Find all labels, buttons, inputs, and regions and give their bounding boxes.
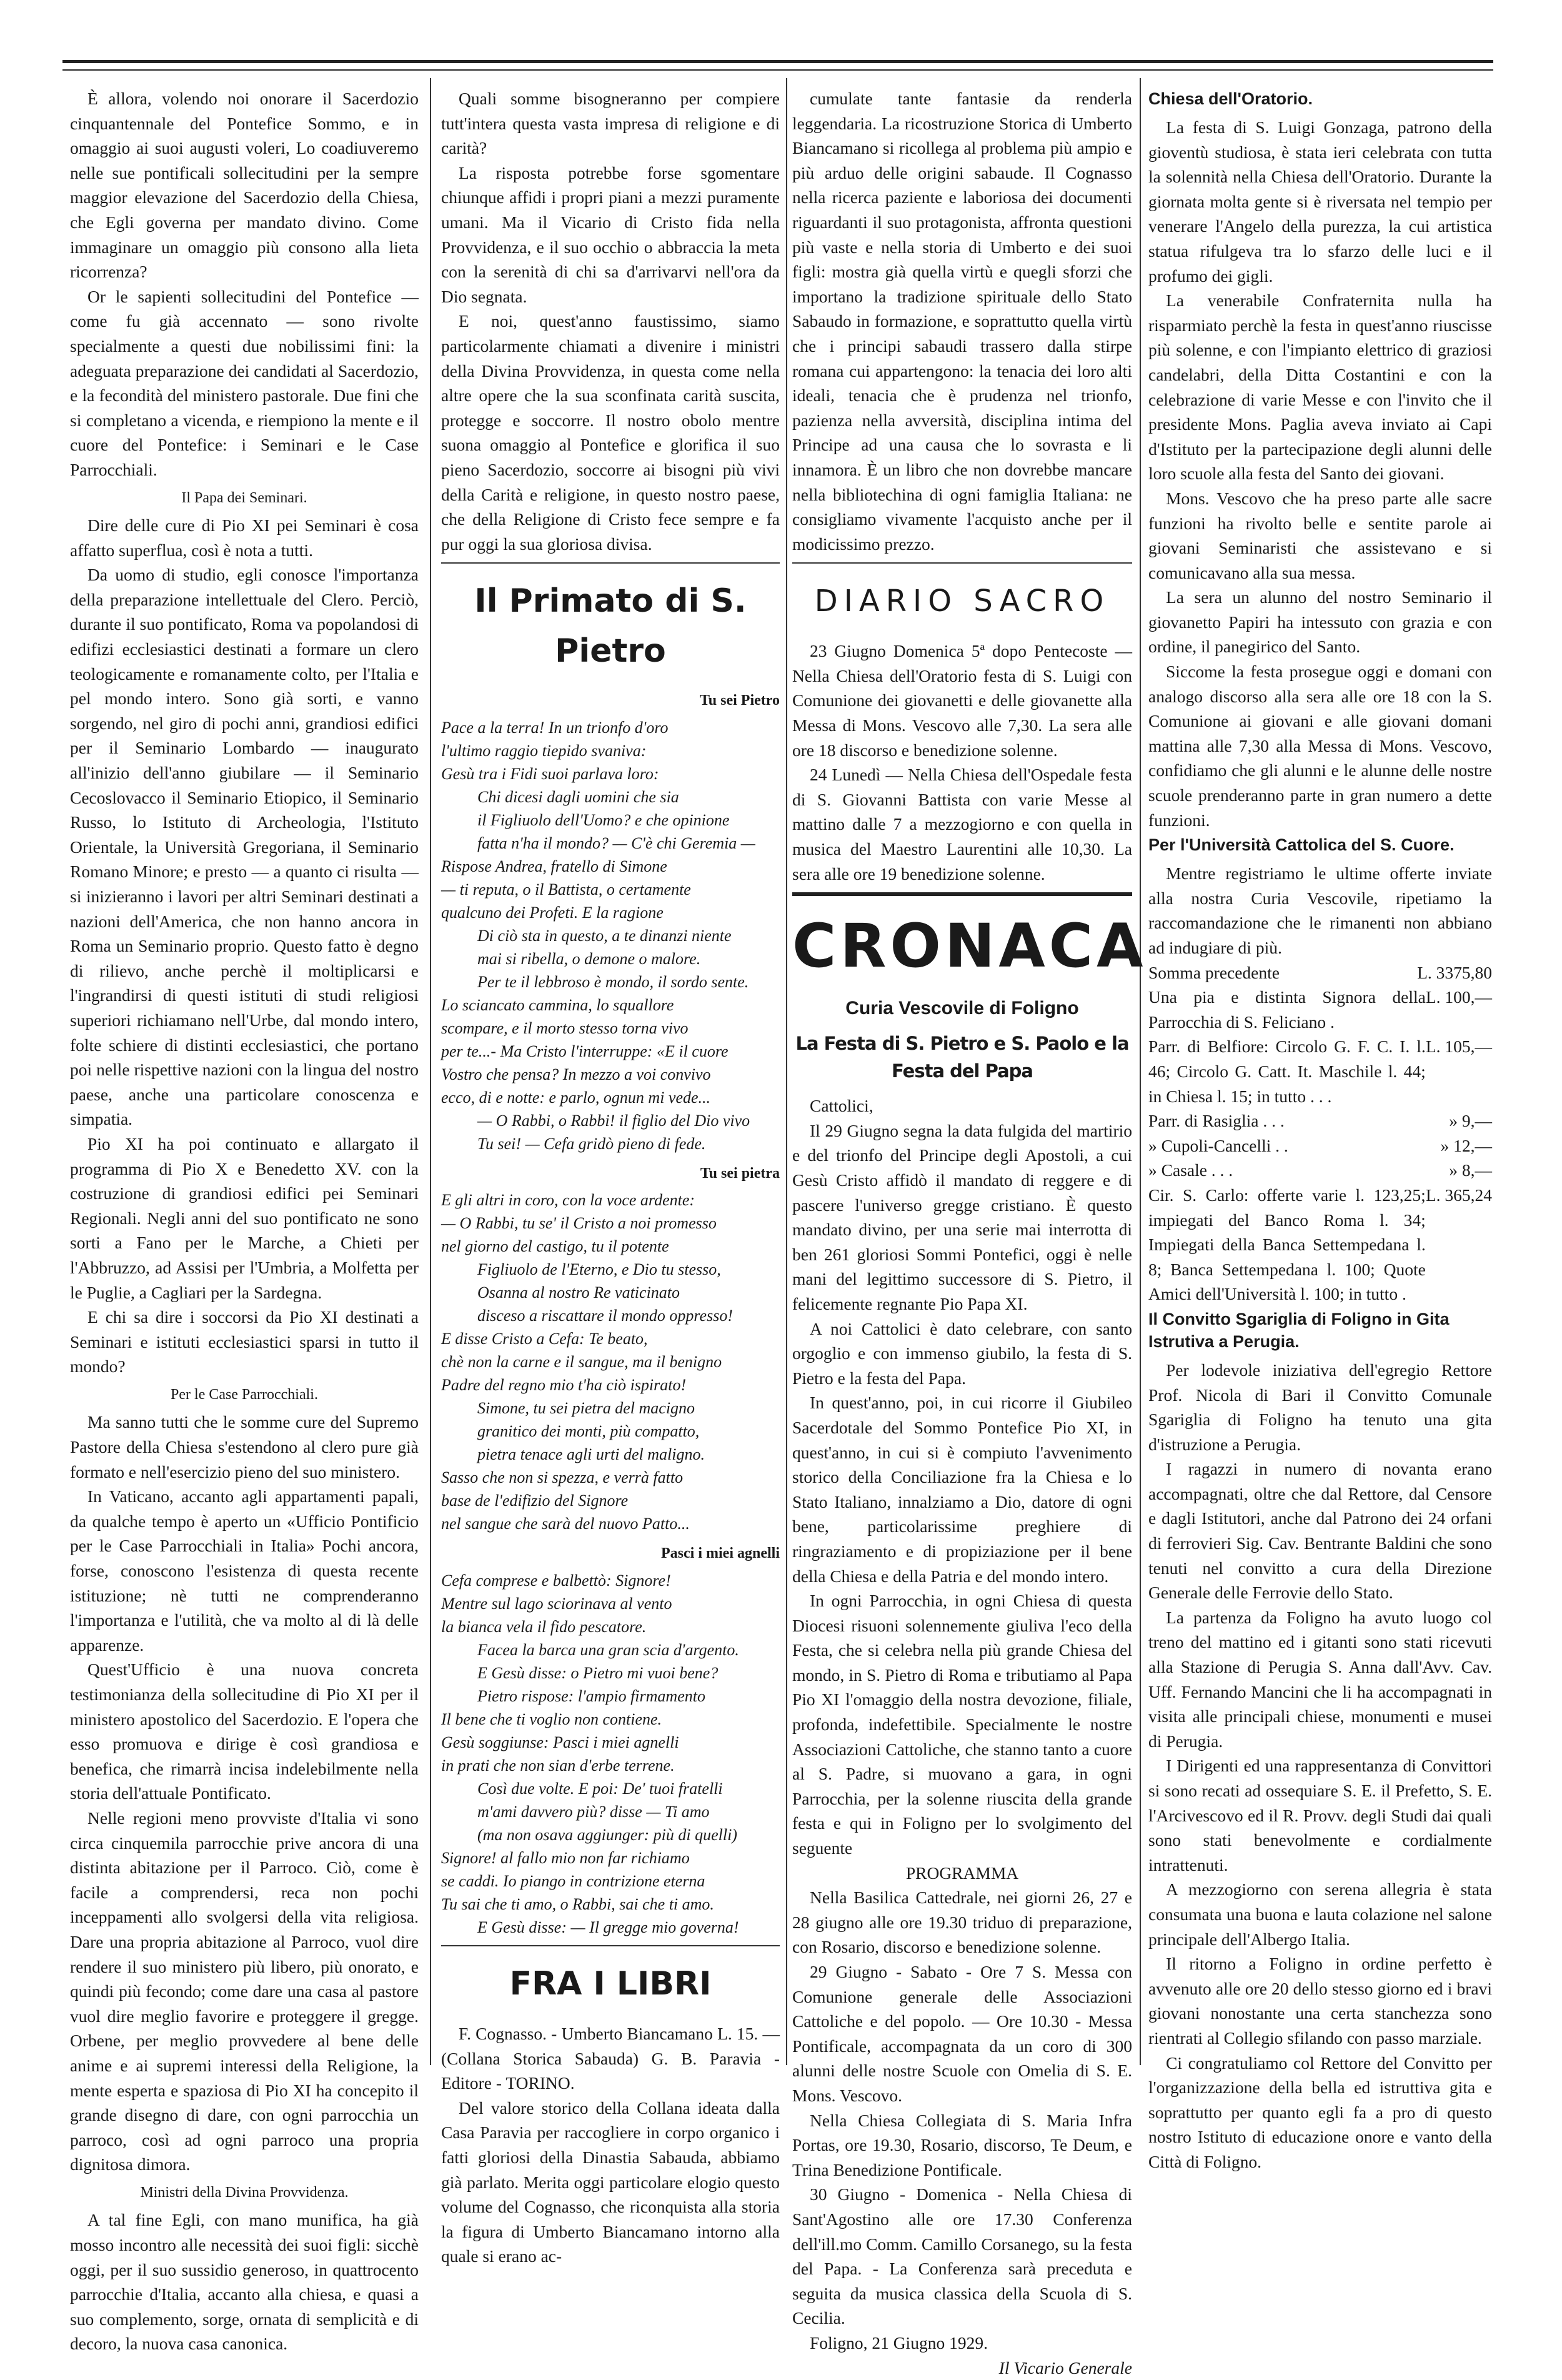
paragraph: In quest'anno, poi, in cui ricorre il Giubileo Sacerdotale del Sommo Pontefice Pio XI, in quest'anno, in cui si è compiuto l'avvenimento storico della Conciliazione fra la Chiesa e lo Stato Italiano, innalziamo a Dio, datore di ogni bene, particolarissime preghiere di ringraziamento e di propiziazione per il bene della Chiesa e della Patria e del mondo intero. [792, 1390, 1132, 1588]
poem-line: Chi dicesi dagli uomini che sia [441, 785, 780, 809]
poem-line: E Gesù disse: o Pietro mi vuoi bene? [441, 1661, 780, 1685]
paragraph: Foligno, 21 Giugno 1929. [792, 2331, 1132, 2356]
poem-line: ecco, di e notte: e parlo, ognun mi vede... [441, 1086, 780, 1109]
poem-stanza [441, 993, 780, 1109]
poem-line: Gesù soggiunse: Pasci i miei agnelli [441, 1731, 780, 1754]
article-title: Il Primato di S. Pietro [441, 562, 780, 676]
paragraph: In ogni Parrocchia, in ogni Chiesa di questa Diocesi risuoni solennemente giuliva l'eco della Festa, che si celebra nella più grande Chiesa del mondo, in S. Pietro di Roma e tributiamo al Papa Pio XI l'omaggio della nostra devozione, filiale, profonda, indefettibile. Specialmente le nostre Associazioni Cattoliche, che stanno tanto a cuore al S. Padre, si muovano a gara, in ogni Parrocchia, per la solenne riuscita della grande festa e qui in Foligno per lo svolgimento del seguente [792, 1588, 1132, 1861]
poem-line: il Figliuolo dell'Uomo? e che opinione [441, 809, 780, 832]
paragraph: Il 29 Giugno segna la data fulgida del martirio e del trionfo del Principe degli Apostoli, a cui Gesù Cristo affidò il mandato di reggere e di pascere l'universo gregge cristiano. È questo mandato divino, per una serie mai interrotta di ben 261 gloriosi Sommi Pontefici, oggi è nelle mani del legittimo successore di S. Pietro, il felicemente regnante Pio Papa XI. [792, 1118, 1132, 1317]
masthead-rule [62, 60, 1493, 71]
poem-line: Di ciò sta in questo, a te dinanzi niente [441, 924, 780, 947]
column-divider [430, 78, 431, 2065]
poem-stanza [441, 855, 780, 924]
paragraph: Cattolici, [792, 1093, 1132, 1118]
poem-line: Sasso che non si spezza, e verrà fatto [441, 1466, 780, 1489]
section-heading: Il Papa dei Seminari. [70, 486, 419, 511]
poem-line: se caddi. Io piango in contrizione eterna [441, 1870, 780, 1893]
poem-line: l'ultimo raggio tiepido svaniva: [441, 739, 780, 762]
paragraph: 29 Giugno - Sabato - Ore 7 S. Messa con Comunione generale delle Associazioni Cattoliche e del popolo. — Ore 10.30 - Messa Pontificale, accompagnata da un coro di 300 alunni delle nostre Scuole con Omelia di S. E. Mons. Vescovo. [792, 1959, 1132, 2108]
paragraph: A mezzogiorno con serena allegria è stata consumata una buona e lauta colazione nel salone principale dell'Albergo Italia. [1148, 1877, 1492, 1951]
ledger-row [1148, 1183, 1492, 1307]
column-4 [1148, 86, 1492, 2174]
section-heading: Ministri della Divina Provvidenza. [70, 2181, 419, 2206]
poem-stanza [441, 1708, 780, 1777]
paragraph: Il ritorno a Foligno in ordine perfetto è avvenuto alle ore 20 dello stesso giorno ed i bravi giovani nonostante una certa stanchezza sono rientrati al Collegio sfilando con passo marziale. [1148, 1951, 1492, 2050]
poem [441, 1569, 780, 1939]
paragraph: E noi, quest'anno faustissimo, siamo particolarmente chiamati a divenire i ministri della Divina Provvidenza, in questa come nella altre opere che la sua sconfinata carità suscita, protegge e soccorre. Il nostro obolo mentre suona omaggio al Pontefice e glorifica il suo pieno Sacerdozio, soccorre ai bisogni più vivi della Carità e religione, in questo nostro paese, che della Religione di Cristo fece sempre e fa pur oggi la sua gloriosa divisa. [441, 309, 780, 556]
poem-line: Mentre sul lago sciorinava al vento [441, 1592, 780, 1615]
paragraph: In Vaticano, accanto agli appartamenti papali, da qualche tempo è aperto un «Ufficio Pontificio per le Case Parrocchiali in Italia» Pochi ancora, forse, conoscono l'esistenza di questa recente istituzione; nè tutti ne comprenderanno l'importanza e l'utilità, che va molto al di là delle apparenze. [70, 1484, 419, 1657]
paragraph: Da uomo di studio, egli conosce l'importanza della preparazione intellettuale del Clero. Perciò, durante il suo pontificato, Roma va popolandosi di edifizi ecclesiastici destinati a formare un clero teologicamente e romanamente colto, per l'Italia e pel mondo intero. Sono già sorti, e vanno sorgendo, nel giro di pochi anni, grandiosi edifici per il Seminario Lombardo — inaugurato all'inizio dell'anno giubilare — il Seminario Cecoslovacco il Seminario Etiopico, il Seminario Russo, lo Istituto di Archeologia, l'Istituto Orientale, la Università Gregoriana, il Seminario Romano Minore; e presto — a quanto ci risulta — si inizieranno i lavori per altri Seminari destinati a nazioni dell'America, che non hanno ancora in Roma un Seminario proprio. Questo fatto è degno di rilievo, anche perchè il moltiplicarsi e l'ingrandirsi di questi istituti di studi religiosi superiori richiamano nell'Urbe, dal mondo intero, folte schiere di distinti ecclesiastici, che portano poi nelle rispettive nazioni con la lingua del nostro paese, anche una particolare conoscenza e simpatia. [70, 562, 419, 1132]
poem-line: qualcuno dei Profeti. E la ragione [441, 901, 780, 924]
paragraph: I ragazzi in numero di novanta erano accompagnati, oltre che dal Rettore, dal Censore e dagli Istitutori, anche dal Patrono dei 24 orfani di ferrovieri Sig. Cav. Bentrante Baldini che sono tenuti nel convitto a cura della Direzione Generale delle Ferrovie dello Stato. [1148, 1456, 1492, 1605]
poem-line: Per te il lebbroso è mondo, il sordo sente. [441, 970, 780, 993]
column-3 [792, 86, 1132, 2380]
paragraph: Or le sapienti sollecitudini del Pontefice — come fu già accennato — sono rivolte specialmente a questi due nobilissimi fini: la adeguata preparazione dei candidati al Sacerdozio, e la fecondità del ministero pastorale. Due fini che si completano a vicenda, e riempiono la mente e il cuore del Pontefice: i Seminari e le Case Parrocchiali. [70, 284, 419, 482]
poem-stanza [441, 716, 780, 785]
poem-line: Facea la barca una gran scia d'argento. [441, 1638, 780, 1661]
poem-line: la bianca vela il fido pescatore. [441, 1615, 780, 1638]
poem-line: (ma non osava aggiunger: più di quelli) [441, 1823, 780, 1846]
poem-stanza [441, 924, 780, 993]
poem-line: Simone, tu sei pietra del macigno [441, 1397, 780, 1420]
poem-line: per te...- Ma Cristo l'interruppe: «E il cuore [441, 1040, 780, 1063]
poem-section-heading: Tu sei Pietro [441, 689, 780, 714]
paragraph: Dire delle cure di Pio XI pei Seminari è cosa affatto superflua, così è nota a tutti. [70, 513, 419, 562]
paragraph: 23 Giugno Domenica 5ª dopo Pentecoste — Nella Chiesa dell'Oratorio festa di S. Luigi con Comunione dei giovanetti e delle giovanette alla Messa di Mons. Vescovo alle 7,30. La sera alle ore 18 discorso e benedizione solenne. [792, 639, 1132, 762]
poem-line: — O Rabbi, o Rabbi! il figlio del Dio vivo [441, 1109, 780, 1132]
poem-line: Cefa comprese e balbettò: Signore! [441, 1569, 780, 1592]
ledger-row [1148, 985, 1492, 1034]
poem-line: Osanna al nostro Re vaticinato [441, 1281, 780, 1304]
poem-line: m'ami davvero più? disse — Ti amo [441, 1800, 780, 1823]
poem-line: — O Rabbi, tu se' il Cristo a noi promesso [441, 1212, 780, 1235]
column-divider [786, 78, 787, 2065]
poem-line: Pace a la terra! In un trionfo d'oro [441, 716, 780, 739]
section-title-cronaca: CRONACA [792, 892, 1132, 983]
poem-line: Tu sai che ti amo, o Rabbi, sai che ti amo. [441, 1893, 780, 1916]
paragraph: A tal fine Egli, con mano munifica, ha già mosso incontro alle necessità dei suoi figli: sicchè oggi, per il suo sussidio generoso, in quattrocento parrocchie d'Italia, accanto alla chiesa, e quasi a suo complemento, sorge, ornata di semplicità e di decoro, la nuova casa canonica. [70, 2208, 419, 2356]
paragraph: Ci congratuliamo col Rettore del Convitto per l'organizzazione della bella ed istruttiva gita e soprattutto per quanto egli fa a pro di questo nostro Istituto di educazione onore e vanto della Città di Foligno. [1148, 2051, 1492, 2174]
poem-stanza [441, 1188, 780, 1258]
poem-line: Il bene che ti voglio non contiene. [441, 1708, 780, 1731]
ledger-row [1148, 1158, 1492, 1183]
poem-line: nel giorno del castigo, tu il potente [441, 1235, 780, 1258]
signature: Il Vicario Generale [792, 2356, 1132, 2380]
poem-stanza [441, 785, 780, 855]
ledger-label: Cir. S. Carlo: offerte varie l. 123,25; impiegati del Banco Roma l. 34; Impiegati della Banca Settempedana l. 8; Banca Settempedana l. 100; Quote Amici dell'Università l. 100; in tutto . [1148, 1183, 1426, 1307]
section-heading: Per le Case Parrocchiali. [70, 1383, 419, 1408]
column-1 [70, 86, 419, 2356]
paragraph: Pio XI ha poi continuato e allargato il programma di Pio X e Benedetto XV. con la costruzione di grandiosi edifici pei Seminari Regionali. Negli anni del suo pontificato ne sono sorti a Fano per le Marche, a Chieti per l'Abbruzzo, ad Assisi per l'Umbria, a Molfetta per le Puglie, a Cagliari per la Sardegna. [70, 1132, 419, 1305]
poem-section-heading: Pasci i miei agnelli [441, 1541, 780, 1566]
paragraph: E chi sa dire i soccorsi da Pio XI destinati a Seminari e istituti ecclesiastici sparsi in tutto il mondo? [70, 1305, 419, 1379]
poem-line: Tu sei! — Cefa gridò pieno di fede. [441, 1132, 780, 1155]
ledger-amount: » 12,— [1441, 1133, 1493, 1158]
poem-line: E disse Cristo a Cefa: Te beato, [441, 1327, 780, 1350]
ledger-label: Somma precedente [1148, 960, 1280, 985]
poem-stanza [441, 1569, 780, 1638]
ledger-label: » Cupoli-Cancelli . . [1148, 1133, 1288, 1158]
paragraph: La venerabile Confraternita nulla ha risparmiato perchè la festa in quest'anno riuscisse più solenne, e con l'impianto elettrico di graziosi candelabri, della Ditta Costantini e con la celebrazione di varie Messe e con l'invito che il presidente Mons. Paglia aveva inviato ai Capi d'Istituto per la partecipazione degli alunni delle loro scuole alla festa del Santo dei giovani. [1148, 288, 1492, 486]
poem-line: Così due volte. E poi: De' tuoi fratelli [441, 1777, 780, 1800]
subsection-title: Curia Vescovile di Foligno [792, 996, 1132, 1021]
paragraph: 24 Lunedì — Nella Chiesa dell'Ospedale festa di S. Giovanni Battista con varie Messe al mattino dalle 7 a mezzogiorno e con quella in musica del Maestro Laurentini alle 10,30. La sera alle ore 19 benedizione solenne. [792, 762, 1132, 886]
poem-line: Pietro rispose: l'ampio firmamento [441, 1685, 780, 1708]
paragraph: Quali somme bisogneranno per compiere tutt'intera questa vasta impresa di religione e di carità? [441, 86, 780, 161]
poem-line: Padre del regno mio t'ha ciò ispirato! [441, 1373, 780, 1397]
paragraph: 30 Giugno - Domenica - Nella Chiesa di Sant'Agostino alle ore 17.30 Conferenza dell'ill.mo Comm. Camillo Corsanego, su la festa del Papa. - La Conferenza sarà preceduta e seguita da musica classica della Scuola di S. Cecilia. [792, 2182, 1132, 2331]
ledger-amount: L. 105,— [1426, 1034, 1492, 1108]
poem-line: E gli altri in coro, con la voce ardente: [441, 1188, 780, 1212]
poem-line: disceso a riscattare il mondo oppresso! [441, 1304, 780, 1327]
article-title: FRA I LIBRI [441, 1945, 780, 2009]
paragraph: A noi Cattolici è dato celebrare, con santo orgoglio e con immenso giubilo, la festa di S. Pietro e la festa del Papa. [792, 1317, 1132, 1391]
column-2 [441, 86, 780, 2269]
poem-line: in prati che non sian d'erbe terrene. [441, 1754, 780, 1777]
ledger-label: Parr. di Belfiore: Circolo G. F. C. I. l. 46; Circolo G. Catt. It. Maschile l. 44; in Chiesa l. 15; in tutto . . . [1148, 1034, 1426, 1108]
ledger-row [1148, 960, 1492, 985]
paragraph: I Dirigenti ed una rappresentanza di Convittori si sono recati ad ossequiare S. E. il Prefetto, S. E. l'Arcivescovo ed il R. Provv. degli Studi dai quali sono stati benevolmente e cordialmente intrattenuti. [1148, 1753, 1492, 1877]
paragraph: Siccome la festa prosegue oggi e domani con analogo discorso alla sera alle ore 18 con la S. Comunione ai giovani e alle giovani domani mattina alle 7,30 alla Messa di Mons. Vescovo, confidiamo che gli alunni e le alunne delle nostre scuole prenderanno parte in gran numero a dette funzioni. [1148, 659, 1492, 832]
paragraph: F. Cognasso. - Umberto Biancamano L. 15. — (Collana Storica Sabauda) G. B. Paravia - Editore - TORINO. [441, 2021, 780, 2096]
poem-stanza [441, 1258, 780, 1327]
paragraph: Quest'Ufficio è una nuova concreta testimonianza della sollecitudine di Pio XI per il ministero apostolico del Sacerdozio. E l'opera che esso promuova e dirige è così grandiosa e benefica, che rimarrà incisa indelebilmente nella storia dell'attuale Pontificato. [70, 1657, 419, 1806]
paragraph: La festa di S. Luigi Gonzaga, patrono della gioventù studiosa, è stata ieri celebrata con tutta la solennità nella Chiesa dell'Oratorio. Durante la giornata molta gente si è riversata nel tempio per venerare l'Angelo della purezza, la cui artistica statua rifulgeva tra lo sfarzo delle luci e il profumo dei gigli. [1148, 115, 1492, 288]
paragraph: Nella Chiesa Collegiata di S. Maria Infra Portas, ore 19.30, Rosario, discorso, Te Deum, e Trina Benedizione Pontificale. [792, 2108, 1132, 2183]
ledger-row [1148, 1034, 1492, 1108]
poem-stanza [441, 1397, 780, 1466]
poem-line: Gesù tra i Fidi suoi parlava loro: [441, 762, 780, 785]
poem-line: mai si ribella, o demone o malore. [441, 947, 780, 970]
article-headline: Il Convitto Sgariglia di Foligno in Gita Istrutiva a Perugia. [1148, 1308, 1492, 1353]
paragraph: La partenza da Foligno ha avuto luogo col treno del mattino ed i gitanti sono stati ricevuti alla Stazione di Perugia S. Anna dall'Avv. Cav. Uff. Fernando Mancini che li ha accompagnati in visita alle principali chiese, monumenti e musei di Perugia. [1148, 1605, 1492, 1754]
paragraph: La risposta potrebbe forse sgomentare chiunque affidi i propri piani a mezzi puramente umani. Ma il Vicario di Cristo fida nella Provvidenza, e il suo occhio o abbraccia la meta con la serenità di chi sa d'arrivarvi nell'ora da Dio segnata. [441, 161, 780, 309]
section-title: DIARIO SACRO [792, 562, 1132, 626]
poem-line: granitico dei monti, più compatto, [441, 1420, 780, 1443]
ledger-row [1148, 1108, 1492, 1133]
paragraph: La sera un alunno del nostro Seminario il giovanetto Papiri ha intessuto con grazia e con ordine, il panegirico del Santo. [1148, 585, 1492, 659]
poem-line: Vostro che pensa? In mezzo a voi convivo [441, 1063, 780, 1086]
ledger-label: » Casale . . . [1148, 1158, 1233, 1183]
ledger-amount: » 9,— [1449, 1108, 1492, 1133]
paragraph: Per lodevole iniziativa dell'egregio Rettore Prof. Nicola di Bari il Convitto Comunale Sgariglia di Foligno ha tenuto una gita d'istruzione a Perugia. [1148, 1358, 1492, 1456]
poem-line: Figliuolo de l'Eterno, e Dio tu stesso, [441, 1258, 780, 1281]
poem-line: chè non la carne e il sangue, ma il benigno [441, 1350, 780, 1373]
ledger-label: Una pia e distinta Signora della Parrocchia di S. Feliciano . [1148, 985, 1426, 1034]
paragraph: Del valore storico della Collana ideata dalla Casa Paravia per raccogliere in corpo organico i fatti gloriosi della Dinastia Sabauda, abbiamo già parlato. Merita oggi particolare elogio questo volume del Cognasso, che riconquista alla storia la figura di Umberto Biancamano intorno alla quale si erano ac- [441, 2096, 780, 2269]
poem-stanza [441, 1109, 780, 1155]
poem-line: Signore! al fallo mio non far richiamo [441, 1846, 780, 1870]
poem-line: base de l'edifizio del Signore [441, 1489, 780, 1512]
poem-line: fatta n'ha il mondo? — C'è chi Geremia — [441, 832, 780, 855]
poem-stanza [441, 1846, 780, 1916]
paragraph: Mentre registriamo le ultime offerte inviate alla nostra Curia Vescovile, ripetiamo la raccomandazione che le rimanenti non abbiano ad indugiare di più. [1148, 861, 1492, 960]
ledger-amount: L. 3375,80 [1417, 960, 1492, 985]
ledger-amount: L. 365,24 [1426, 1183, 1492, 1307]
paragraph: cumulate tante fantasie da renderla leggendaria. La ricostruzione Storica di Umberto Biancamano si ricollega al problema più ampio e più arduo delle origini sabaude. Il Cognasso nella ricerca paziente e laboriosa dei documenti riguardanti il suo protagonista, affronta questioni più vaste e nella storia di Umberto e dei suoi figli: mostra già quella virtù e quegli sforzi che importano la tradizione spirituale dello Stato Sabaudo in formazione, e soprattutto quella virtù che i principi sabaudi trassero dalla stirpe romana cui appartengono: la tenacia dei loro alti ideali, tenacia che è prudenza nel trionfo, pazienza nella avversità, disciplina intima del Principe ad una causa che lo sovrasta e li innamora. È un libro che non dovrebbe mancare nella bibliotechina di ogni famiglia Italiana: ne consigliamo vivamente l'acquisto anche per il modicissimo prezzo. [792, 86, 1132, 556]
ledger-amount: L. 100,— [1426, 985, 1492, 1034]
poem [441, 1188, 780, 1535]
poem-stanza [441, 1777, 780, 1846]
paragraph: Nelle regioni meno provviste d'Italia vi sono circa cinquemila parrocchie prive ancora di una distinta abitazione per il Parroco. Ciò, come è facile a comprendersi, reca non pochi inceppamenti allo svolgersi della vita religiosa. Dare una propria abitazione al Parroco, vuol dire rendere il suo ministero più libero, più onorato, e quindi più fecondo; come dare una casa al pastore vuol dire meglio favorire e proteggere il gregge. Orbene, per meglio provvedere al bene delle anime e ai supremi interessi della Religione, la mente esperta e spaziosa di Pio XI ha concepito il grande disegno di dare, con ogni parrocchia un parroco, così ad ogni parroco una propria dignitosa dimora. [70, 1806, 419, 2177]
poem-section-heading: Tu sei pietra [441, 1162, 780, 1187]
poem-line: Lo sciancato cammina, lo squallore [441, 993, 780, 1017]
article-headline: Per l'Università Cattolica del S. Cuore. [1148, 834, 1492, 856]
poem-line: pietra tenace agli urti del maligno. [441, 1443, 780, 1466]
ledger-amount: » 8,— [1449, 1158, 1492, 1183]
paragraph: Nella Basilica Cattedrale, nei giorni 26, 27 e 28 giugno alle ore 19.30 triduo di preparazione, con Rosario, discorso e benedizione solenne. [792, 1885, 1132, 1959]
program-heading: PROGRAMMA [792, 1861, 1132, 1886]
poem-line: scompare, e il morto stesso torna vivo [441, 1017, 780, 1040]
paragraph: Mons. Vescovo che ha preso parte alle sacre funzioni ha rivolto belle e sentite parole ai giovani Seminaristi che assistevano e si comunicavano alla sua messa. [1148, 486, 1492, 585]
article-title: La Festa di S. Pietro e S. Paolo e la Festa del Papa [792, 1030, 1132, 1085]
poem-stanza [441, 1327, 780, 1397]
poem-stanza [441, 1466, 780, 1535]
paragraph: È allora, volendo noi onorare il Sacerdozio cinquantennale del Pontefice Sommo, e in omaggio ai suoi augusti voleri, Lo coadiuveremo nelle sue pontificali sollecitudini per la sempre maggior elevazione del Sacerdozio della Chiesa, che Egli governa per mandato divino. Come immaginare un omaggio più consono alla lieta ricorrenza? [70, 86, 419, 284]
poem-stanza [441, 1916, 780, 1939]
column-divider [1140, 78, 1141, 2065]
ledger-row [1148, 1133, 1492, 1158]
poem-line: — ti reputa, o il Battista, o certamente [441, 878, 780, 901]
poem-line: Rispose Andrea, fratello di Simone [441, 855, 780, 878]
paragraph: Ma sanno tutti che le somme cure del Supremo Pastore della Chiesa s'estendono al clero pure già formato e nell'esercizio pieno del suo ministero. [70, 1410, 419, 1484]
poem-stanza [441, 1638, 780, 1708]
poem-line: nel sangue che sarà del nuovo Patto... [441, 1512, 780, 1535]
poem [441, 716, 780, 1155]
article-headline: Chiesa dell'Oratorio. [1148, 87, 1492, 110]
ledger-label: Parr. di Rasiglia . . . [1148, 1108, 1285, 1133]
poem-line: E Gesù disse: — Il gregge mio governa! [441, 1916, 780, 1939]
